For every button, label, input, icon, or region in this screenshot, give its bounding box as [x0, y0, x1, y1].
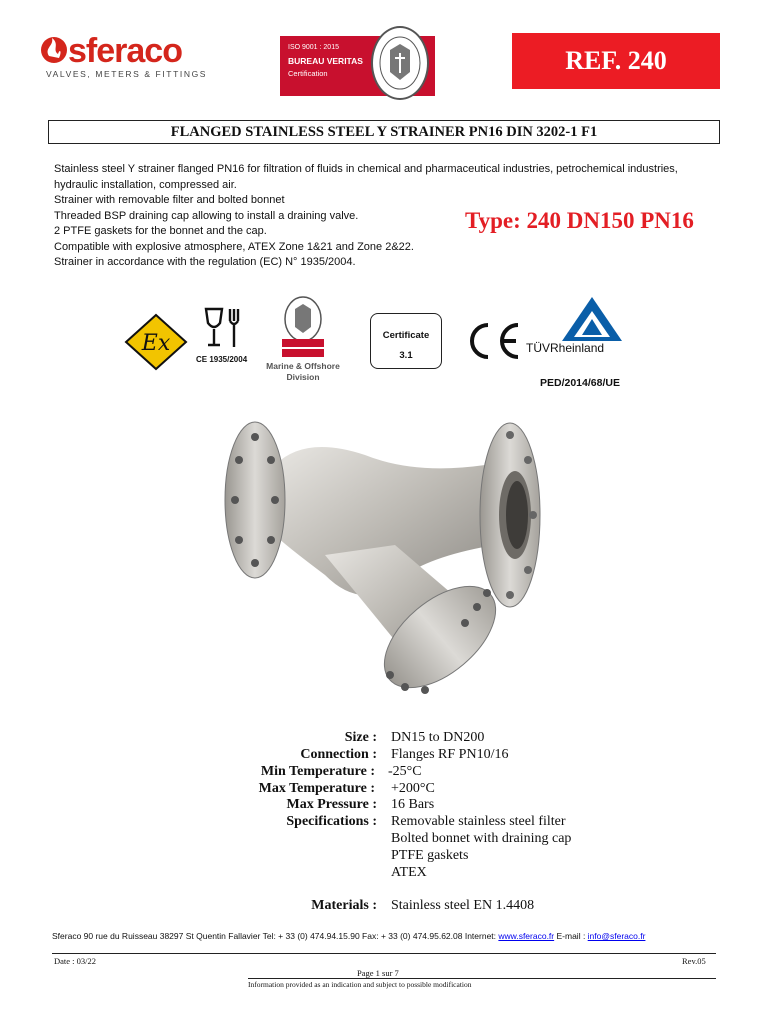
marine-offshore-label: Marine & Offshore Division [266, 361, 340, 382]
page-title: FLANGED STAINLESS STEEL Y STRAINER PN16 DIN 3202-1 F1 [48, 120, 720, 144]
footer-divider [248, 978, 716, 979]
sferaco-logo [40, 30, 230, 82]
spec-key: Size : [344, 730, 377, 745]
description-line: Stainless steel Y strainer flanged PN16 for filtration of fluids in chemical and pharmaceutical industries, petrochemical industries, [54, 163, 678, 175]
bv-name: BUREAU VERITAS [288, 56, 363, 66]
spec-key: Max Pressure : [286, 797, 377, 812]
spec-value: Removable stainless steel filter [391, 814, 566, 829]
description-line: Threaded BSP draining cap allowing to install a draining valve. [54, 209, 359, 222]
spec-value: Flanges RF PN10/16 [391, 747, 509, 762]
spec-value: PTFE gaskets [391, 848, 469, 863]
certificate-value: 3.1 [399, 350, 413, 361]
spec-value: +200°C [391, 781, 435, 796]
bureau-veritas-marine-icon [276, 295, 330, 361]
certification-logos [120, 295, 680, 395]
description-line: 2 PTFE gaskets for the bonnet and the cap. [54, 225, 267, 237]
bv-certification: Certification [288, 69, 328, 78]
description-line: hydraulic installation, compressed air. [54, 178, 237, 191]
spec-value: Bolted bonnet with draining cap [391, 831, 572, 846]
logo-tagline: VALVES, METERS & FITTINGS [46, 69, 208, 79]
tuv-label: TÜVRheinland [526, 341, 605, 355]
spec-key: Materials : [311, 898, 377, 913]
certificate-label: Certificate [382, 330, 430, 341]
footer-page-number: Page 1 sur 7 [357, 968, 399, 978]
email-label: E-mail : [554, 931, 588, 941]
certificate-31-badge [370, 313, 442, 369]
bureau-veritas-badge [280, 36, 435, 96]
ce-1935-label: CE 1935/2004 [196, 355, 248, 364]
spec-value: Stainless steel EN 1.4408 [391, 898, 535, 913]
svg-text:Ex: Ex [141, 331, 171, 356]
spec-key: Specifications : [286, 814, 377, 829]
ped-label: PED/2014/68/UE [540, 377, 620, 389]
spec-key: Min Temperature : [260, 764, 375, 779]
spec-value: 16 Bars [391, 797, 435, 812]
atex-ex-icon [124, 313, 188, 371]
bv-seal-icon [371, 26, 429, 100]
spec-value: ATEX [391, 865, 427, 880]
footer-revision: Rev.05 [682, 956, 706, 966]
logo-wordmark: sferaco [68, 32, 182, 70]
spec-key: Max Temperature : [258, 781, 375, 796]
food-contact-icon [200, 305, 248, 351]
product-type: Type: 240 DN150 PN16 [465, 208, 694, 233]
flame-logo-icon [40, 32, 68, 66]
spec-key: Connection : [300, 747, 377, 762]
y-strainer-photo [215, 405, 555, 700]
footer-disclaimer: Information provided as an indication and subject to possible modification [248, 980, 472, 989]
footer-date: Date : 03/22 [54, 956, 97, 966]
tuv-rheinland-icon [560, 295, 624, 343]
spec-value: DN15 to DN200 [391, 730, 485, 745]
ce-mark-icon [464, 319, 524, 363]
website-link[interactable]: www.sferaco.fr [498, 931, 555, 941]
spec-value: -25°C [388, 764, 422, 779]
footer-address [52, 931, 732, 941]
reference-box: REF. 240 [512, 33, 720, 89]
bv-iso: ISO 9001 : 2015 [288, 44, 339, 51]
description-line: Strainer in accordance with the regulation (EC) N° 1935/2004. [54, 256, 356, 268]
description-line: Strainer with removable filter and bolted bonnet [54, 194, 285, 206]
footer-divider [52, 953, 716, 954]
description-line: Compatible with explosive atmosphere, ATEX Zone 1&21 and Zone 2&22. [54, 240, 414, 253]
email-link[interactable]: info@sferaco.fr [587, 931, 646, 941]
address-text: Sferaco 90 rue du Ruisseau 38297 St Quentin Fallavier Tel: + 33 (0) 474.94.15.90 Fax: + 33 (0) 474.95.62.08 Internet: [52, 931, 499, 941]
